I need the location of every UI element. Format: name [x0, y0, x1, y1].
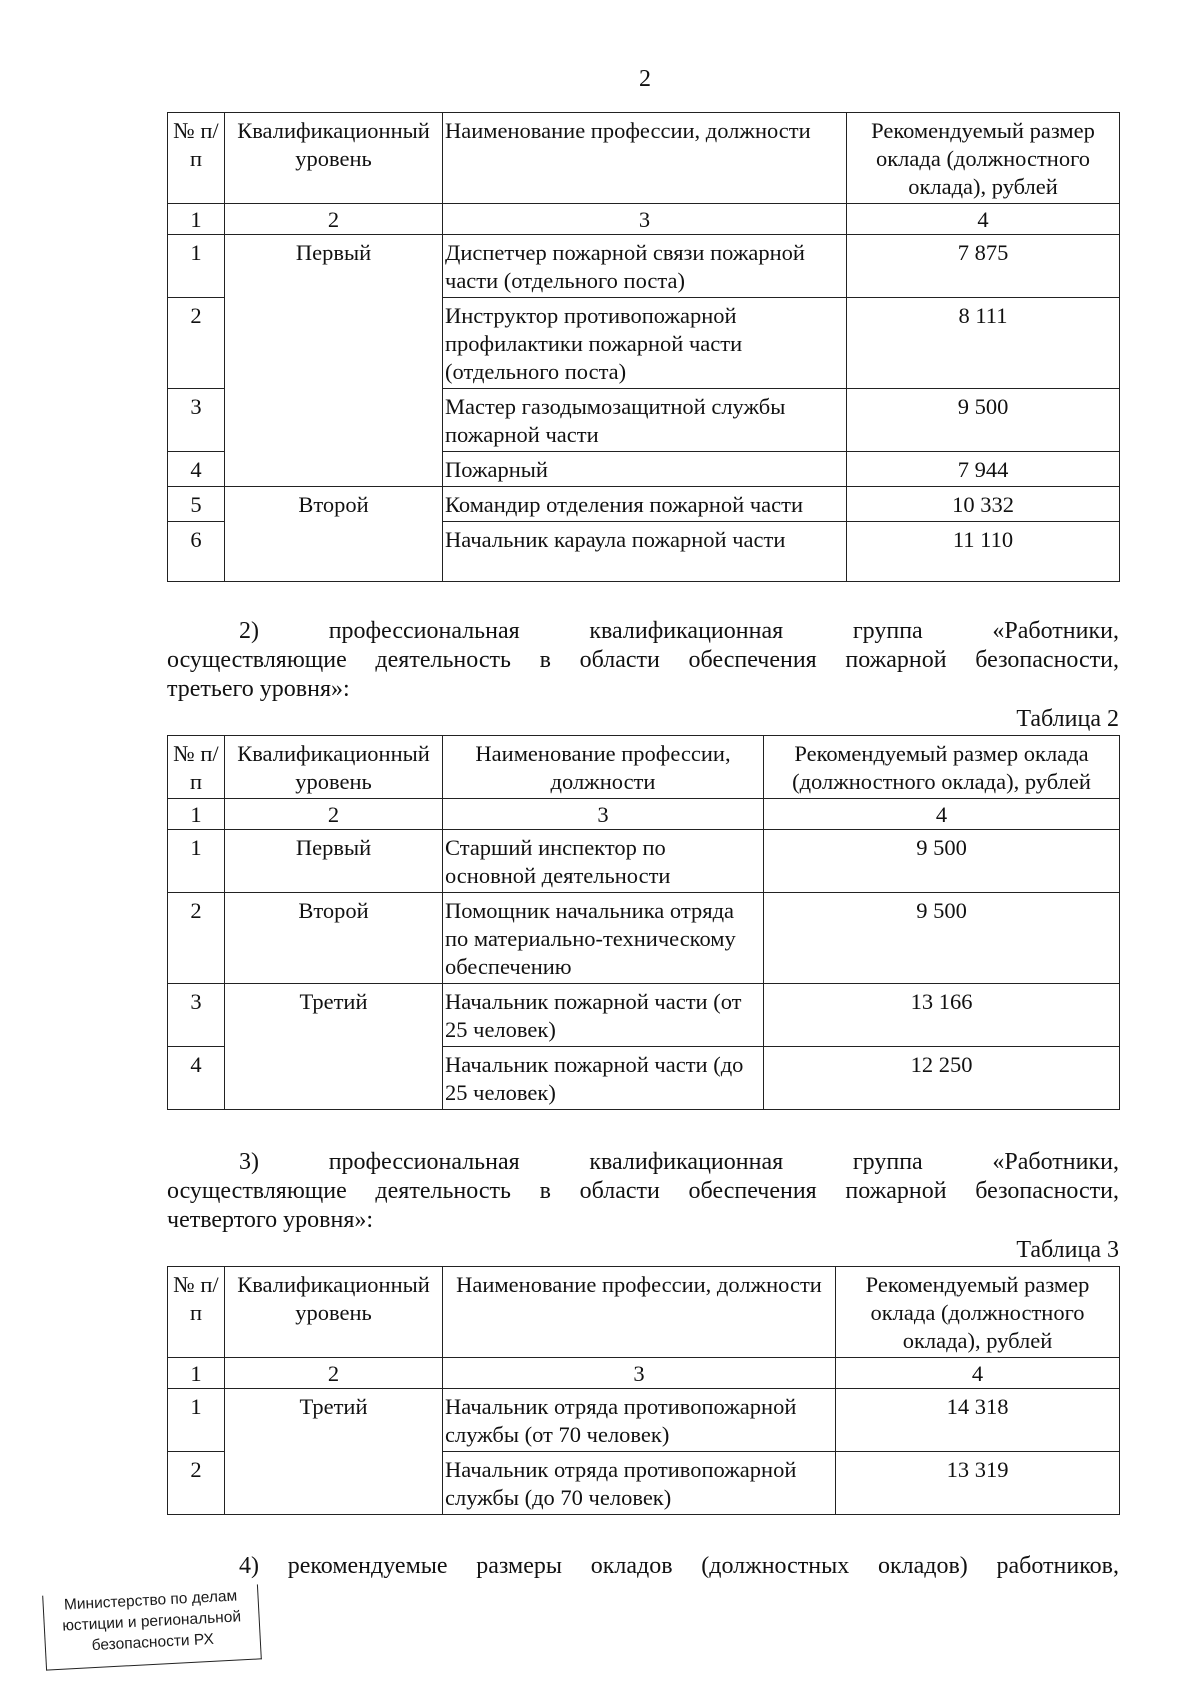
table-row	[168, 893, 1120, 984]
row-name: Начальник пожарной части (от 25 человек)	[443, 984, 764, 1047]
row-name: Начальник отряда противопожарной службы (от 70 человек)	[443, 1389, 836, 1452]
stamp-line: Министерство по делам	[63, 1587, 238, 1614]
row-salary: 11 110	[847, 522, 1120, 582]
row-number: 4	[168, 1047, 225, 1110]
page-number: 2	[639, 66, 651, 92]
row-number: 2	[168, 298, 225, 389]
row-salary: 7 875	[847, 235, 1120, 298]
row-number: 3	[168, 984, 225, 1047]
row-number: 6	[168, 522, 225, 582]
stamp-line: юстиции и региональной	[61, 1608, 242, 1635]
row-number: 1	[168, 830, 225, 893]
table-row	[168, 487, 1120, 522]
paragraph-line: 4) рекомендуемые размеры окладов (должностных окладов) работников,	[239, 1553, 1119, 1579]
paragraph-line: осуществляющие деятельность в области обеспечения пожарной безопасности,	[167, 1178, 1119, 1204]
column-number-row	[168, 799, 1120, 830]
row-name: Начальник караула пожарной части	[443, 522, 847, 582]
paragraph-line: третьего уровня»:	[167, 676, 350, 702]
paragraph-line: 2) профессиональная квалификационная группа «Работники,	[239, 618, 1119, 644]
row-level: Первый	[225, 830, 443, 893]
row-name: Помощник начальника отряда по материально-техническому обеспечению	[443, 893, 764, 984]
paragraph-line: четвертого уровня»:	[167, 1207, 374, 1233]
row-salary: 9 500	[764, 893, 1120, 984]
table-row	[168, 235, 1120, 298]
header-salary: Рекомендуемый размер оклада (должностного оклада), рублей	[764, 736, 1120, 799]
colnum: 3	[443, 204, 847, 235]
header-number: № п/п	[168, 1267, 225, 1358]
row-name: Начальник отряда противопожарной службы (до 70 человек)	[443, 1452, 836, 1515]
table-row	[168, 1389, 1120, 1452]
table-header-row	[168, 736, 1120, 799]
table-2-caption: Таблица 2	[1016, 706, 1119, 732]
colnum: 3	[443, 799, 764, 830]
header-number: № п/п	[168, 736, 225, 799]
column-number-row	[168, 1358, 1120, 1389]
header-name: Наименование профессии, должности	[443, 736, 764, 799]
row-salary: 13 166	[764, 984, 1120, 1047]
row-salary: 9 500	[764, 830, 1120, 893]
table-1	[167, 112, 1120, 582]
paragraph-4	[167, 1552, 1119, 1581]
row-number: 4	[168, 452, 225, 487]
row-name: Начальник пожарной части (до 25 человек)	[443, 1047, 764, 1110]
header-salary: Рекомендуемый размер оклада (должностного оклада), рублей	[836, 1267, 1120, 1358]
row-name: Мастер газодымозащитной службы пожарной части	[443, 389, 847, 452]
table-header-row	[168, 113, 1120, 204]
colnum: 1	[168, 204, 225, 235]
paragraph-line: осуществляющие деятельность в области обеспечения пожарной безопасности,	[167, 647, 1119, 673]
row-name: Диспетчер пожарной связи пожарной части (отдельного поста)	[443, 235, 847, 298]
row-salary: 13 319	[836, 1452, 1120, 1515]
row-name: Инструктор противопожарной профилактики пожарной части (отдельного поста)	[443, 298, 847, 389]
row-salary: 9 500	[847, 389, 1120, 452]
table-3	[167, 1266, 1120, 1515]
header-number: № п/п	[168, 113, 225, 204]
row-level: Третий	[225, 984, 443, 1110]
ministry-stamp	[42, 1584, 262, 1670]
colnum: 4	[836, 1358, 1120, 1389]
colnum: 1	[168, 799, 225, 830]
row-number: 1	[168, 235, 225, 298]
row-name: Старший инспектор по основной деятельности	[443, 830, 764, 893]
colnum: 1	[168, 1358, 225, 1389]
colnum: 2	[225, 799, 443, 830]
row-number: 2	[168, 1452, 225, 1515]
row-number: 5	[168, 487, 225, 522]
row-name: Командир отделения пожарной части	[443, 487, 847, 522]
header-name: Наименование профессии, должности	[443, 1267, 836, 1358]
header-level: Квалификационный уровень	[225, 736, 443, 799]
header-level: Квалификационный уровень	[225, 1267, 443, 1358]
row-level: Второй	[225, 487, 443, 582]
row-number: 3	[168, 389, 225, 452]
row-number: 2	[168, 893, 225, 984]
paragraph-line: 3) профессиональная квалификационная группа «Работники,	[239, 1149, 1119, 1175]
row-salary: 14 318	[836, 1389, 1120, 1452]
row-salary: 8 111	[847, 298, 1120, 389]
row-salary: 10 332	[847, 487, 1120, 522]
header-name: Наименование профессии, должности	[443, 113, 847, 204]
column-number-row	[168, 204, 1120, 235]
paragraph-3	[167, 1148, 1119, 1235]
table-row	[168, 830, 1120, 893]
colnum: 2	[225, 1358, 443, 1389]
row-name: Пожарный	[443, 452, 847, 487]
colnum: 4	[847, 204, 1120, 235]
table-header-row	[168, 1267, 1120, 1358]
row-number: 1	[168, 1389, 225, 1452]
colnum: 2	[225, 204, 443, 235]
paragraph-2	[167, 617, 1119, 704]
row-salary: 12 250	[764, 1047, 1120, 1110]
row-level: Второй	[225, 893, 443, 984]
row-salary: 7 944	[847, 452, 1120, 487]
colnum: 3	[443, 1358, 836, 1389]
table-row	[168, 984, 1120, 1047]
header-salary: Рекомендуемый размер оклада (должностного оклада), рублей	[847, 113, 1120, 204]
stamp-line: безопасности РХ	[91, 1630, 215, 1655]
row-level: Третий	[225, 1389, 443, 1515]
table-2	[167, 735, 1120, 1110]
table-3-caption: Таблица 3	[1016, 1237, 1119, 1263]
row-level: Первый	[225, 235, 443, 487]
colnum: 4	[764, 799, 1120, 830]
header-level: Квалификационный уровень	[225, 113, 443, 204]
